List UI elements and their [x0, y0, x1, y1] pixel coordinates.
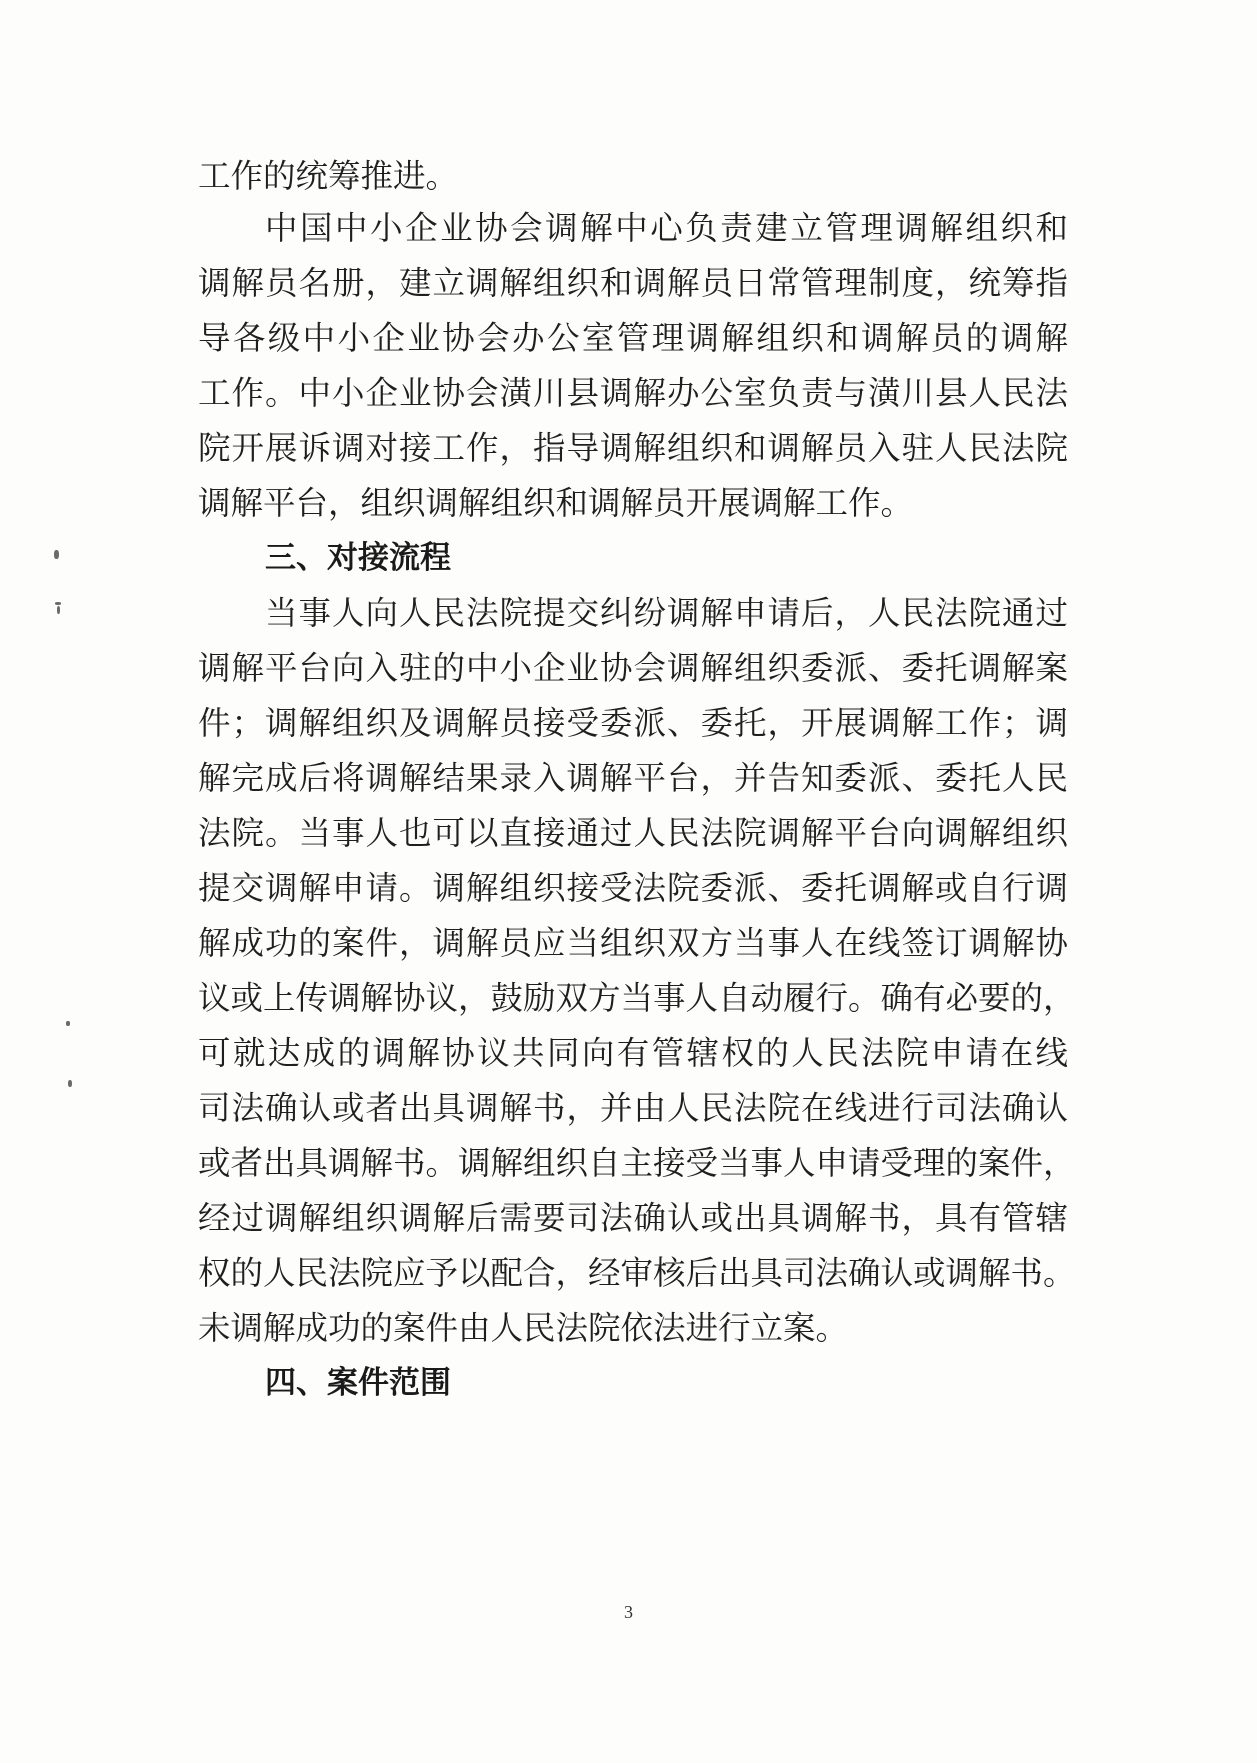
- paragraph-line: 工作。中小企业协会潢川县调解办公室负责与潢川县人民法: [198, 374, 1068, 412]
- paragraph-line: 导各级中小企业协会办公室管理调解组织和调解员的调解: [198, 319, 1068, 357]
- scan-speck: [57, 606, 60, 614]
- paragraph-line: 调解员名册，建立调解组织和调解员日常管理制度，统筹指: [198, 264, 1068, 302]
- paragraph-line: 法院。当事人也可以直接通过人民法院调解平台向调解组织: [198, 814, 1068, 852]
- paragraph-line: 未调解成功的案件由人民法院依法进行立案。: [198, 1309, 849, 1347]
- paragraph-line: 经过调解组织调解后需要司法确认或出具调解书，具有管辖: [198, 1199, 1068, 1237]
- paragraph-line: 件；调解组织及调解员接受委派、委托，开展调解工作；调: [198, 704, 1068, 742]
- scan-speck: [55, 602, 61, 605]
- paragraph-line: 可就达成的调解协议共同向有管辖权的人民法院申请在线: [198, 1034, 1068, 1072]
- paragraph-line: 提交调解申请。调解组织接受法院委派、委托调解或自行调: [198, 869, 1068, 907]
- paragraph-line: 调解平台向入驻的中小企业协会调解组织委派、委托调解案: [198, 649, 1068, 687]
- paragraph-line: 当事人向人民法院提交纠纷调解申请后，人民法院通过: [265, 594, 1068, 632]
- page-number: 3: [624, 1602, 633, 1622]
- scan-speck: [66, 1021, 70, 1026]
- paragraph-line: 权的人民法院应予以配合，经审核后出具司法确认或调解书。: [198, 1254, 1076, 1292]
- paragraph-line: 工作的统筹推进。: [198, 157, 459, 195]
- scan-speck: [68, 1080, 72, 1087]
- paragraph-line: 解成功的案件，调解员应当组织双方当事人在线签订调解协: [198, 924, 1068, 962]
- paragraph-line: 院开展诉调对接工作，指导调解组织和调解员入驻人民法院: [198, 429, 1068, 467]
- paragraph-line: 中国中小企业协会调解中心负责建立管理调解组织和: [265, 209, 1068, 247]
- scan-speck: [54, 550, 59, 559]
- paragraph-line: 议或上传调解协议，鼓励双方当事人自动履行。确有必要的，: [198, 979, 1076, 1017]
- paragraph-line: 调解平台，组织调解组织和调解员开展调解工作。: [198, 484, 914, 522]
- paragraph-line: 解完成后将调解结果录入调解平台，并告知委派、委托人民: [198, 759, 1068, 797]
- paragraph-line: 司法确认或者出具调解书，并由人民法院在线进行司法确认: [198, 1089, 1068, 1127]
- paragraph-line: 或者出具调解书。调解组织自主接受当事人申请受理的案件，: [198, 1144, 1076, 1182]
- section-heading: 三、对接流程: [265, 540, 451, 576]
- section-heading: 四、案件范围: [265, 1365, 451, 1401]
